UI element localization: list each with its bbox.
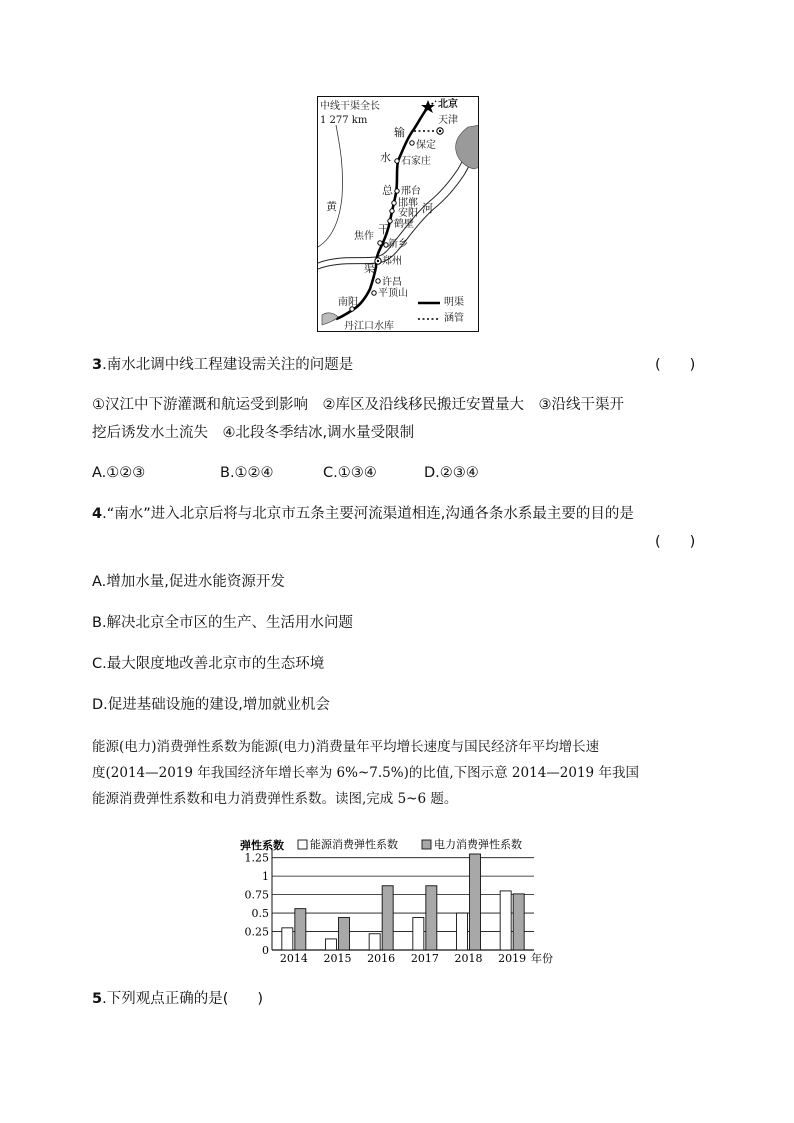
city-nanyang: 南阳 (338, 297, 358, 308)
city-dot (390, 209, 394, 213)
city-dot (410, 141, 414, 145)
bar-power-2017 (426, 886, 437, 950)
chart-xticks (280, 952, 526, 965)
city-tianjin: 天津 (438, 115, 458, 126)
intro-line1: 能源(电力)消费弹性系数为能源(电力)消费量年平均增长速度与国民经济年平均增长速 (92, 739, 600, 755)
bar-energy-2019 (500, 891, 511, 950)
y-tick-label: 0.5 (251, 907, 269, 921)
city-dot (392, 201, 396, 205)
city-pingdingshan: 平顶山 (378, 288, 408, 299)
river-char: 河 (422, 202, 433, 215)
bar-power-2018 (470, 854, 481, 950)
route-char: 总 (382, 184, 393, 197)
city-dot (395, 189, 399, 193)
y-tick-label: 0.75 (244, 888, 269, 902)
city-dot (372, 291, 376, 295)
q4-option-a[interactable]: A.增加水量,促进水能资源开发 (92, 574, 285, 590)
chart-yticks (245, 852, 270, 957)
bar-power-2016 (382, 886, 393, 950)
q3-option-a[interactable]: A.①②③ (92, 465, 146, 481)
q3-number: 3 (92, 357, 103, 373)
chart-xlabel: 年份 (531, 952, 553, 965)
intro-line2: 度(2014—2019 年我国经济年增长率为 6%~7.5%)的比值,下图示意 2014—2019 年我国 (92, 765, 639, 781)
route-char: 干 (378, 223, 389, 236)
city-handan: 邯郸 (398, 198, 418, 209)
city-dot (378, 241, 382, 245)
q4-option-b[interactable]: B.解决北京全市区的生产、生活用水问题 (92, 615, 354, 631)
y-tick-label: 1 (262, 870, 269, 884)
bar-energy-2018 (457, 913, 468, 950)
legend-canal-label: 明渠 (444, 297, 464, 308)
chart-grid (272, 848, 534, 950)
x-tick-label: 2019 (498, 952, 527, 965)
legend-swatch (298, 840, 307, 849)
map-title-line2: 1 277 km (320, 115, 368, 126)
q4-answer-paren: ( ) (655, 534, 696, 550)
q4-stem-text: “南水”进入北京后将与北京市五条主要河流渠道相连,沟通各条水系最主要的目的是 (106, 506, 634, 522)
q5-stem: 5.下列观点正确的是( ) (92, 991, 264, 1007)
beijing-star (421, 100, 435, 113)
q3-option-b[interactable]: B.①②④ (220, 465, 274, 481)
bar-power-2014 (295, 909, 306, 950)
q3-items-line1: ①汉江中下游灌溉和航运受到影响 ②库区及沿线移民搬迁安置量大 ③沿线干渠开 (92, 397, 624, 413)
q4-number: 4 (92, 506, 103, 522)
city-baoding: 保定 (416, 140, 436, 151)
river-char: 黄 (326, 200, 337, 213)
route-char: 输 (394, 126, 405, 139)
water-diversion-map (317, 96, 479, 332)
city-shijiazhuang: 石家庄 (401, 156, 431, 167)
city-zhengzhou: 郑州 (382, 256, 402, 267)
route-char: 水 (380, 151, 391, 164)
legend-label: 能源消费弹性系数 (310, 838, 398, 851)
bar-power-2015 (339, 918, 350, 950)
city-anyang: 安阳 (398, 208, 418, 219)
q3-answer-paren: ( ) (655, 357, 696, 373)
bar-energy-2014 (282, 928, 293, 950)
bar-energy-2015 (326, 939, 337, 950)
city-hebi: 鹤壁 (394, 219, 414, 230)
elasticity-bar-chart (238, 832, 558, 967)
legend-label: 电力消费弹性系数 (434, 838, 522, 851)
chart-bars (282, 854, 524, 950)
y-tick-label: 0.25 (244, 925, 269, 939)
city-beijing: 北京 (438, 99, 458, 110)
q3-option-d[interactable]: D.②③④ (424, 465, 479, 481)
route-char: 渠 (364, 262, 375, 275)
q3-stem: 3.南水北调中线工程建设需关注的问题是 (92, 357, 354, 373)
chart-legend (298, 837, 522, 851)
city-xuchang: 许昌 (382, 277, 402, 288)
x-tick-label: 2016 (367, 952, 396, 965)
city-jiaozuo: 焦作 (354, 231, 374, 242)
bar-energy-2017 (413, 918, 424, 950)
y-tick-label: 1.25 (244, 851, 269, 865)
left-boundary (318, 125, 343, 247)
map-title-line1: 中线干渠全长 (320, 101, 380, 112)
x-tick-label: 2015 (323, 952, 352, 965)
x-tick-label: 2018 (454, 952, 483, 965)
bar-power-2019 (513, 894, 524, 950)
city-xingtai: 邢台 (401, 186, 421, 197)
legend-culvert-label: 涵管 (444, 313, 464, 324)
q4-stem: 4.“南水”进入北京后将与北京市五条主要河流渠道相连,沟通各条水系最主要的目的是 (92, 506, 634, 522)
x-tick-label: 2014 (279, 952, 308, 965)
intro-line3: 能源消费弹性系数和电力消费弹性系数。读图,完成 5~6 题。 (92, 791, 458, 807)
q5-stem-text: 下列观点正确的是( ) (106, 991, 264, 1007)
q4-option-d[interactable]: D.促进基础设施的建设,增加就业机会 (92, 697, 330, 713)
reservoir-label: 丹江口水库 (344, 321, 394, 332)
bar-energy-2016 (369, 934, 380, 950)
city-dot (376, 279, 380, 283)
city-xinxiang: 新乡 (388, 239, 408, 250)
legend-swatch (422, 840, 431, 849)
q3-items-line2: 挖后诱发水土流失 ④北段冬季结冰,调水量受限制 (92, 425, 415, 441)
q4-option-c[interactable]: C.最大限度地改善北京市的生态环境 (92, 656, 325, 672)
x-tick-label: 2017 (410, 952, 439, 965)
bohai-sea (456, 125, 479, 169)
reservoir-shape (322, 313, 338, 325)
city-dot (395, 159, 399, 163)
y-tick-label: 0 (262, 944, 269, 957)
q3-option-c[interactable]: C.①③④ (323, 465, 377, 481)
chart-ylabel: 弹性系数 (240, 839, 284, 852)
q5-number: 5 (92, 991, 103, 1007)
q3-stem-text: 南水北调中线工程建设需关注的问题是 (106, 357, 354, 373)
